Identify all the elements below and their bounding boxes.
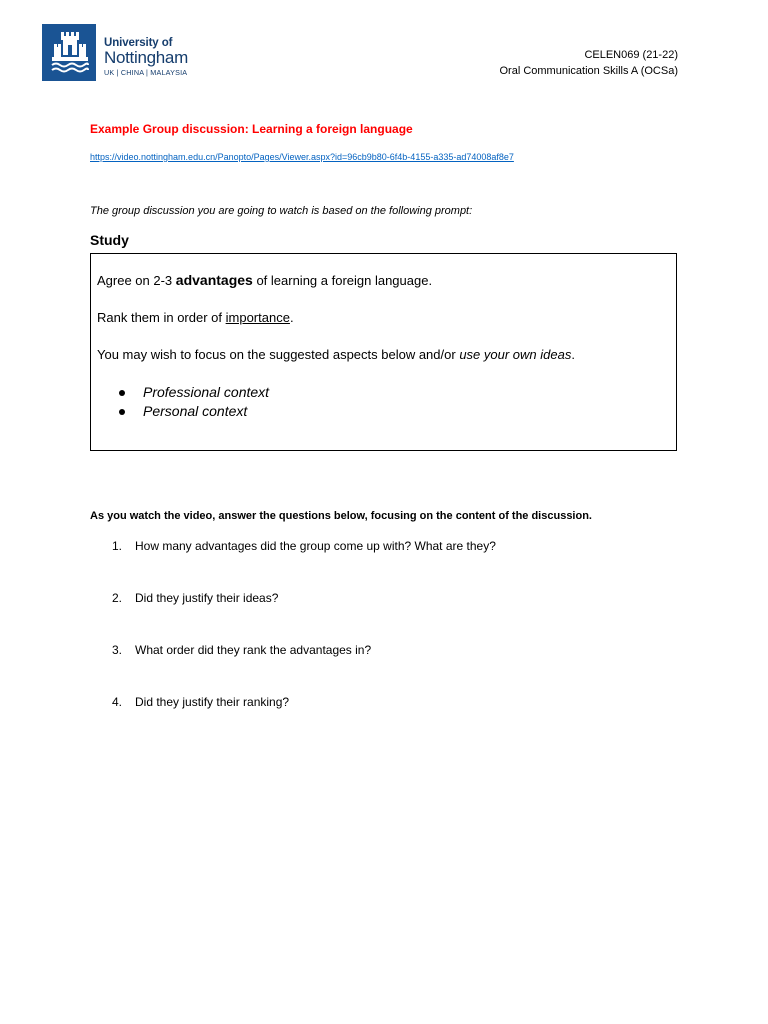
list-item: [112, 642, 496, 694]
prompt-agree-rest: of learning a foreign language.: [252, 273, 433, 288]
question-number: 3.: [112, 643, 123, 657]
question-text: Did they justify their ranking?: [135, 695, 290, 709]
instructions-text: As you watch the video, answer the questions below, focusing on the content of the discussion.: [90, 510, 592, 522]
bullet-text: Personal context: [143, 403, 248, 419]
course-code: CELEN069 (21-22): [584, 49, 678, 61]
list-item: [119, 383, 269, 402]
question-list: [112, 538, 496, 746]
question-number: 2.: [112, 591, 123, 605]
prompt-importance-word: importance: [225, 310, 290, 325]
list-item: [119, 402, 269, 421]
question-number: 4.: [112, 695, 123, 709]
question-number: 1.: [112, 539, 123, 553]
list-item: [112, 694, 496, 746]
prompt-agree-text: Agree on 2-3: [97, 273, 176, 288]
castle-crest-icon: [42, 24, 96, 81]
prompt-rank-line: [97, 310, 294, 326]
document-title: Example Group discussion: Learning a foreign language: [90, 122, 413, 136]
prompt-focus-end: .: [571, 347, 575, 362]
video-link[interactable]: https://video.nottingham.edu.cn/Panopto/Pages/Viewer.aspx?id=96cb9b80-6f4b-4155-a335-ad74008af8e7: [90, 152, 514, 162]
university-logo: [42, 24, 192, 82]
question-text: What order did they rank the advantages in?: [135, 643, 372, 657]
list-item: [112, 538, 496, 590]
logo-wordmark: [104, 37, 200, 78]
course-name: Oral Communication Skills A (OCSa): [499, 65, 678, 77]
prompt-rank-end: .: [289, 310, 294, 325]
prompt-agree-line: [97, 272, 432, 289]
prompt-advantages-word: advantages: [175, 272, 253, 288]
course-info: [500, 47, 679, 79]
prompt-focus-text: You may wish to focus on the suggested aspects below and/or: [97, 347, 460, 362]
logo-line-campuses: UK | CHINA | MALAYSIA: [104, 68, 188, 77]
prompt-own-ideas: use your own ideas: [459, 347, 572, 362]
prompt-rank-text: Rank them in order of: [97, 310, 226, 325]
prompt-bullet-list: [119, 383, 269, 421]
logo-line-nottingham: Nottingham: [104, 48, 188, 67]
bullet-icon: [119, 390, 125, 396]
intro-text: The group discussion you are going to watch is based on the following prompt:: [90, 205, 473, 217]
bullet-text: Professional context: [143, 384, 270, 400]
bullet-icon: [119, 409, 125, 415]
question-text: Did they justify their ideas?: [135, 591, 279, 605]
study-heading: Study: [90, 232, 129, 248]
question-text: How many advantages did the group come up with? What are they?: [135, 539, 496, 553]
list-item: [112, 590, 496, 642]
prompt-box: [90, 253, 677, 451]
prompt-focus-line: [97, 347, 575, 363]
logo-line-university: University of: [104, 37, 173, 49]
